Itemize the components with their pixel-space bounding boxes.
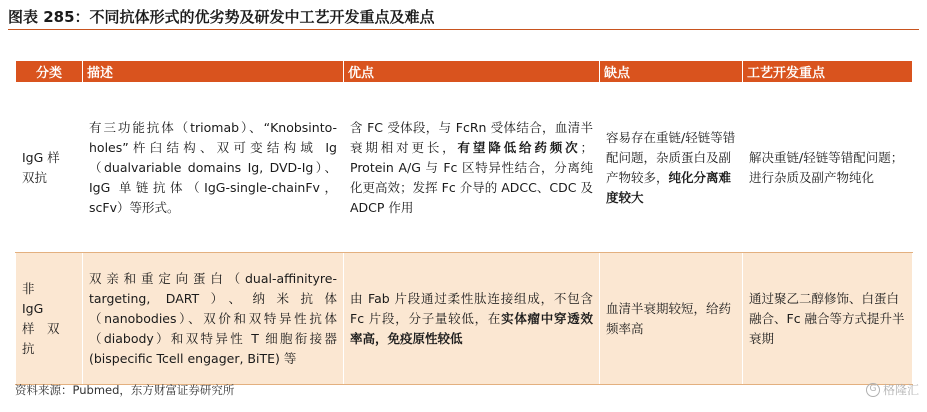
header-focus: 工艺开发重点	[743, 61, 913, 83]
advantages-text: 由 Fab 片段通过柔性肽连接组成，不包含 Fc 片段，分子量较低，在	[350, 290, 593, 326]
row-category	[16, 83, 83, 253]
disadvantages-highlight: 纯化分离难度较大	[606, 169, 732, 205]
advantages-text: ；Protein A/G 与 Fc 区特异性结合，分离纯化更高效；发挥 Fc 介导的 ADCC、CDC 及 ADCP 作用	[350, 139, 593, 215]
row-disadvantages	[600, 83, 743, 253]
row-disadvantages: 血清半衰期较短，给药频率高	[600, 253, 743, 385]
advantages-highlight: 有望降低给药频次	[457, 139, 581, 155]
disadvantages-text: 容易存在重链/轻链等错配问题，杂质蛋白及副产物较多，	[606, 129, 736, 185]
source-note: 资料来源：Pubmed，东方财富证券研究所	[15, 383, 235, 397]
category-line: 样 双	[22, 320, 60, 336]
watermark-logo-icon: G	[866, 383, 880, 397]
table-row	[16, 253, 913, 385]
watermark-text: 格隆汇	[882, 383, 919, 397]
watermark	[866, 381, 919, 398]
row-description: 双亲和重定向蛋白（dual-affinityre-targeting, DART）、纳米抗体（nanobodies）、双价和双特异性抗体（diabody）和双特异性 T 细胞衔接器(bispecific Tcell engager, BiTE) 等	[83, 253, 344, 385]
row-advantages	[344, 253, 600, 385]
advantages-text: 含 FC 受体段，与 FcRn 受体结合，血清半衰期相对更长，	[350, 119, 593, 155]
row-advantages	[344, 83, 600, 253]
page-title: 图表 285：不同抗体形式的优劣势及研发中工艺开发重点及难点	[8, 4, 919, 30]
header-category: 分类	[16, 61, 83, 83]
category-line: IgG	[22, 300, 44, 316]
advantages-highlight: 实体瘤中穿透效率高，免疫原性较低	[350, 310, 593, 346]
header-advantages: 优点	[344, 61, 600, 83]
category-line: IgG 样	[22, 149, 60, 165]
category-line: 抗	[22, 340, 35, 356]
row-category	[16, 253, 83, 385]
table-row	[16, 83, 913, 253]
row-focus: 解决重链/轻链等错配问题；进行杂质及副产物纯化	[743, 83, 913, 253]
row-description: 有三功能抗体（triomab）、“Knobsinto-holes”杵臼结构、双可变结构域 Ig（dualvariable domains Ig, DVD-Ig）、IgG 单链抗体（IgG-single-chainFv，scFv）等形式。	[83, 83, 344, 253]
category-line: 非	[22, 280, 35, 296]
row-focus: 通过聚乙二醇修饰、白蛋白融合、Fc 融合等方式提升半衰期	[743, 253, 913, 385]
header-disadvantages: 缺点	[600, 61, 743, 83]
header-description: 描述	[83, 61, 344, 83]
comparison-table	[15, 60, 913, 385]
table-header-row	[16, 61, 913, 83]
category-line: 双抗	[22, 169, 48, 185]
